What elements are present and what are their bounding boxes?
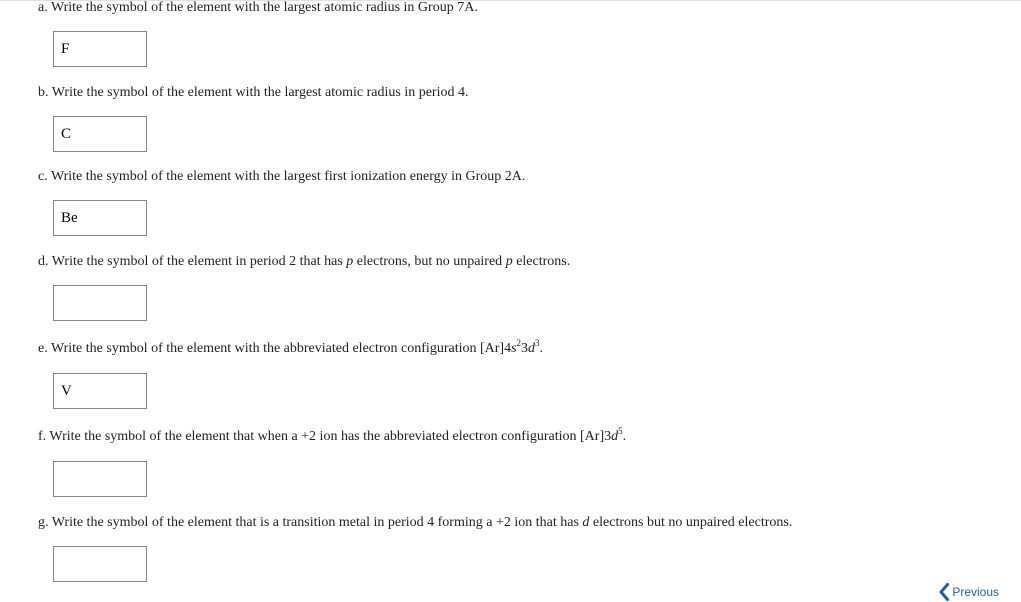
config-n: 3 xyxy=(604,429,612,444)
config-electrons: 5 xyxy=(618,426,623,436)
question-a-text: a. Write the symbol of the element with the largest atomic radius in Group 7A. xyxy=(38,0,478,15)
config-electrons: 3 xyxy=(535,338,540,348)
question-e-text xyxy=(38,338,544,357)
question-g-part1: g. Write the symbol of the element that is a transition metal in period 4 forming a +2 ion that has xyxy=(38,515,583,530)
question-d-part1: d. Write the symbol of the element in period 2 that has xyxy=(38,254,347,269)
answer-a-input[interactable] xyxy=(53,31,147,67)
question-g-part2: electrons but no unpaired electrons. xyxy=(589,515,793,530)
question-d-part2: electrons, but no unpaired xyxy=(353,254,506,269)
answer-c-input[interactable] xyxy=(53,200,147,236)
answer-e-input[interactable] xyxy=(53,373,147,409)
config-l: d xyxy=(528,341,536,356)
answer-g-input[interactable] xyxy=(53,546,147,582)
question-f-text xyxy=(38,426,627,445)
question-c-text: c. Write the symbol of the element with the largest first ionization energy in Group 2A. xyxy=(38,169,526,184)
answer-f-input[interactable] xyxy=(53,461,147,497)
config-n: 4 xyxy=(504,341,512,356)
question-f-end: . xyxy=(622,429,627,444)
p-orbital-symbol: p xyxy=(346,254,354,269)
config-electrons: 2 xyxy=(516,338,522,348)
previous-label: Previous xyxy=(952,585,999,599)
question-b-text: b. Write the symbol of the element with the largest atomic radius in period 4. xyxy=(38,85,469,100)
previous-button[interactable] xyxy=(938,583,999,601)
question-g-text xyxy=(38,515,792,531)
question-e-prompt: e. Write the symbol of the element with the abbreviated electron configuration xyxy=(38,341,480,356)
config-core: [Ar] xyxy=(580,429,605,444)
electron-configuration xyxy=(479,338,540,356)
answer-d-input[interactable] xyxy=(53,285,147,321)
chevron-left-icon xyxy=(938,583,950,601)
p-orbital-symbol: p xyxy=(505,254,513,269)
config-n: 3 xyxy=(521,341,529,356)
config-l: s xyxy=(511,341,517,356)
answer-b-input[interactable] xyxy=(53,116,147,152)
question-d-part3: electrons. xyxy=(512,254,571,269)
question-f-prompt: f. Write the symbol of the element that when a +2 ion has the abbreviated electron configuration xyxy=(38,429,581,444)
config-core: [Ar] xyxy=(479,341,505,356)
question-e-end: . xyxy=(539,341,544,356)
question-d-text xyxy=(38,254,570,270)
config-l: d xyxy=(611,429,619,444)
d-orbital-symbol: d xyxy=(582,515,590,530)
electron-configuration xyxy=(580,426,623,444)
